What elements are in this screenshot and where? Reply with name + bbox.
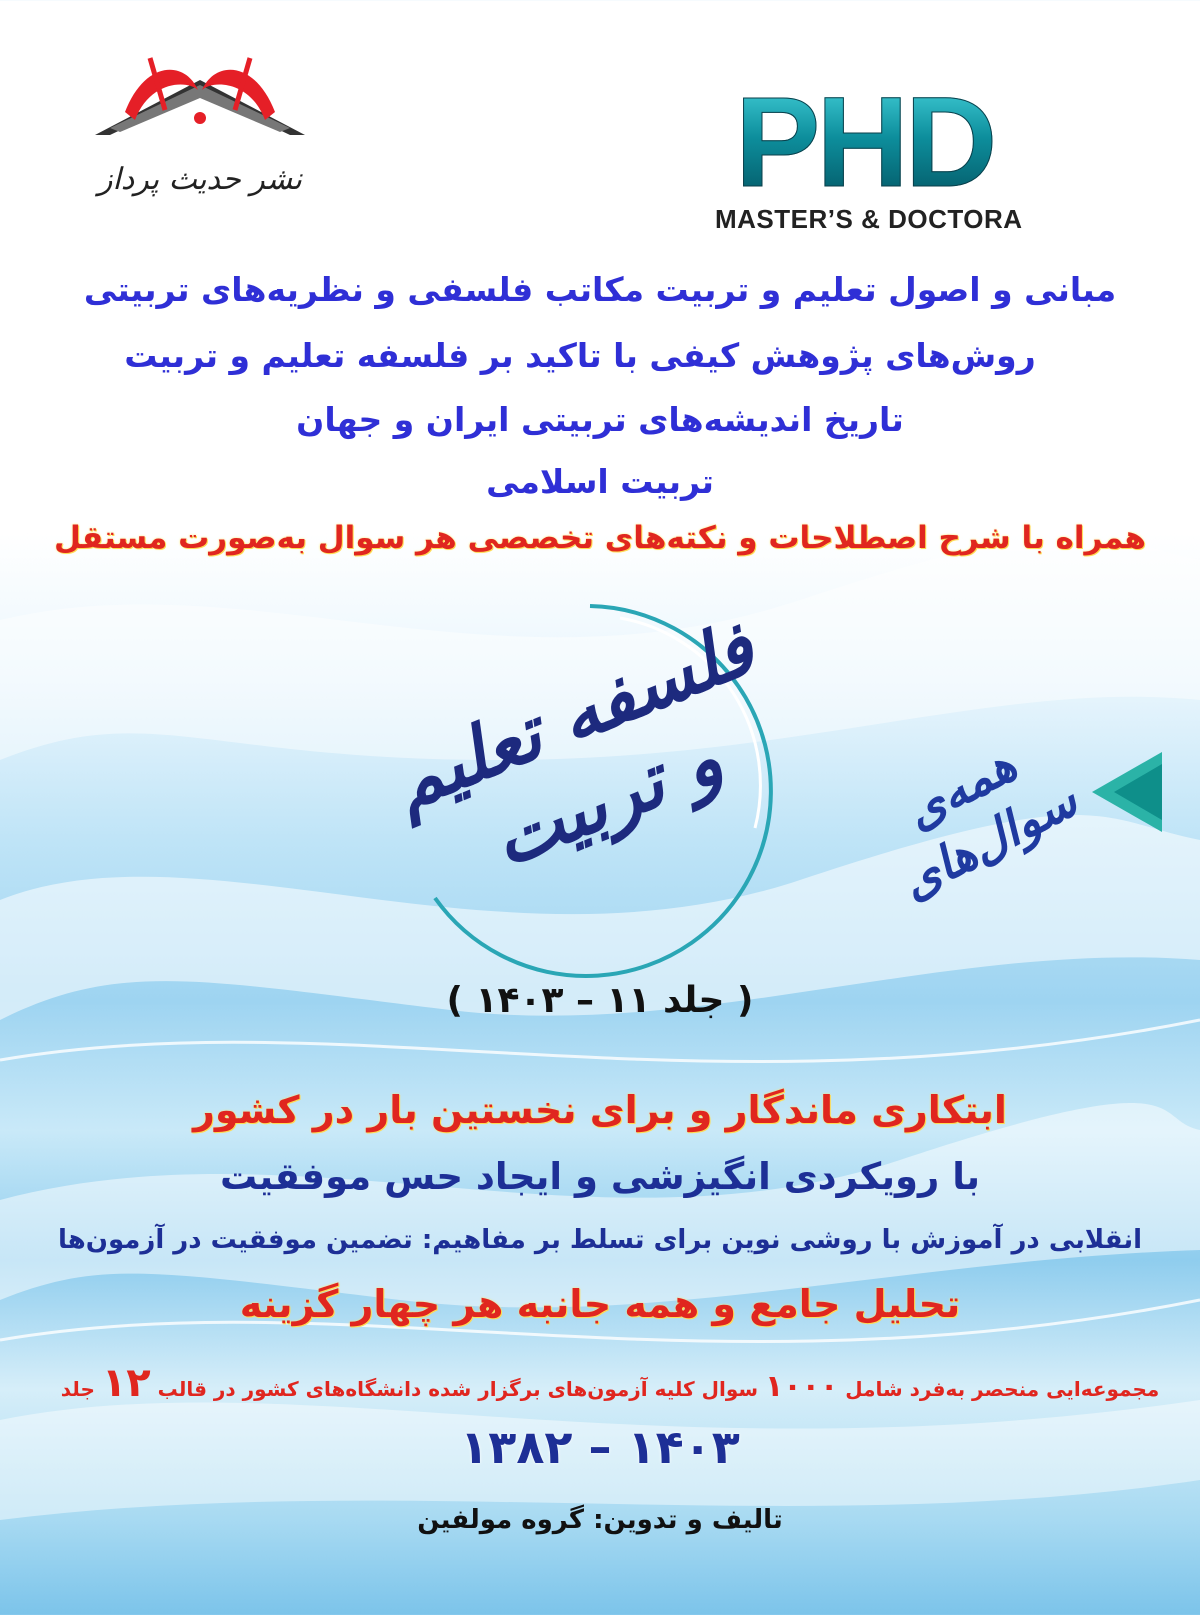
book-title-emblem	[380, 598, 785, 983]
year-range: ۱۴۰۳ – ۱۳۸۲	[460, 1420, 740, 1474]
volume-label: ( جلد ۱۱ – ۱۴۰۳ )	[446, 980, 754, 1021]
topic-line-1: مبانی و اصول تعلیم و تربیت مکاتب فلسفی و نظریه‌های تربیتی	[83, 270, 1117, 309]
promo-line-5-c: جلد	[60, 1377, 95, 1401]
volume-count: ۱۲	[101, 1360, 151, 1406]
publisher-logo	[90, 40, 310, 210]
publisher-name: نشر حدیث پرداز	[98, 162, 302, 197]
promo-line-1: ابتکاری ماندگار و برای نخستین بار در کشور	[193, 1088, 1007, 1132]
topic-line-3: تاریخ اندیشه‌های تربیتی ایران و جهان	[296, 400, 904, 439]
phd-wordmark: PHD	[735, 88, 1105, 198]
author-credit: تالیف و تدوین: گروه مولفین	[417, 1505, 783, 1535]
phd-subtitle: MASTER’S & DOCTORA	[715, 204, 1023, 234]
series-label	[860, 715, 1090, 911]
promo-line-5-a: مجموعه‌ایی منحصر به‌فرد شامل	[845, 1377, 1160, 1401]
promo-line-4: تحلیل جامع و همه جانبه هر چهار گزینه	[239, 1282, 961, 1326]
topic-line-4: تربیت اسلامی	[486, 462, 714, 501]
teal-arrow-icon	[1092, 752, 1162, 832]
open-book-icon	[90, 40, 310, 150]
topic-line-2: روش‌های پژوهش کیفی با تاکید بر فلسفه تعلیم و تربیت	[124, 336, 1036, 375]
tagline: همراه با شرح اصطلاحات و نکته‌های تخصصی هر سوال به‌صورت مستقل	[53, 520, 1147, 556]
promo-line-5	[10, 1360, 1200, 1406]
phd-logo	[715, 71, 1105, 248]
promo-line-2: با رویکردی انگیزشی و ایجاد حس موفقیت	[219, 1155, 981, 1198]
promo-line-5-b: سوال کلیه آزمون‌های برگزار شده دانشگاه‌های کشور در قالب	[157, 1377, 759, 1401]
promo-line-3: انقلابی در آموزش با روشی نوین برای تسلط بر مفاهیم: تضمین موفقیت در آزمون‌ها	[57, 1225, 1143, 1255]
book-title: فلسفه تعلیم و تربیت	[380, 605, 766, 885]
question-count: ۱۰۰۰	[765, 1369, 839, 1404]
series-text: همه‌ی سوال‌های	[891, 736, 1087, 911]
